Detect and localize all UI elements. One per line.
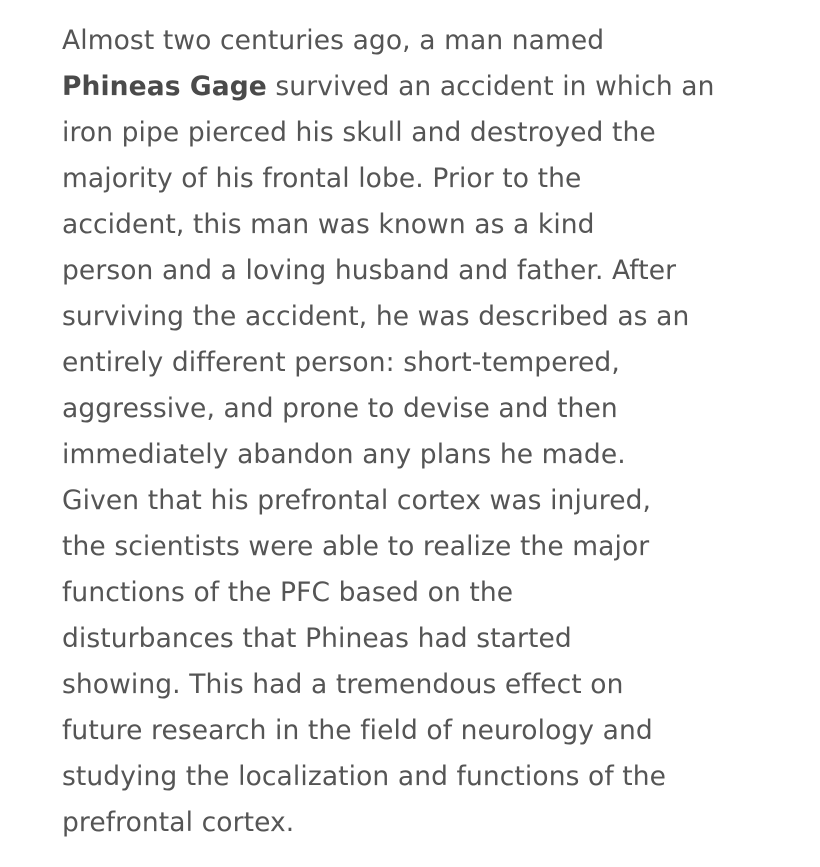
paragraph-line: immediately abandon any plans he made.	[62, 439, 626, 470]
paragraph-line: studying the localization and functions of the	[62, 761, 667, 792]
paragraph-line: prefrontal cortex.	[62, 807, 295, 838]
paragraph-line: the scientists were able to realize the major	[62, 531, 650, 562]
paragraph-line: person and a loving husband and father. After	[62, 255, 677, 286]
paragraph-line: Almost two centuries ago, a man named	[62, 25, 605, 56]
paragraph-line: entirely different person: short-tempered,	[62, 347, 620, 378]
paragraph-line: showing. This had a tremendous effect on	[62, 669, 624, 700]
paragraph-line: iron pipe pierced his skull and destroyed the	[62, 117, 656, 148]
paragraph-line: disturbances that Phineas had started	[62, 623, 572, 654]
paragraph-line: future research in the field of neurology and	[62, 715, 653, 746]
paragraph-line: majority of his frontal lobe. Prior to the	[62, 163, 582, 194]
paragraph-line	[62, 64, 782, 110]
article-paragraph	[62, 18, 782, 846]
paragraph-line: functions of the PFC based on the	[62, 577, 514, 608]
paragraph-line-text: survived an accident in which an	[266, 71, 715, 102]
paragraph-line: accident, this man was known as a kind	[62, 209, 595, 240]
paragraph-line: Given that his prefrontal cortex was injured,	[62, 485, 652, 516]
person-name: Phineas Gage	[62, 71, 267, 102]
paragraph-line: surviving the accident, he was described as an	[62, 301, 690, 332]
paragraph-line: aggressive, and prone to devise and then	[62, 393, 618, 424]
